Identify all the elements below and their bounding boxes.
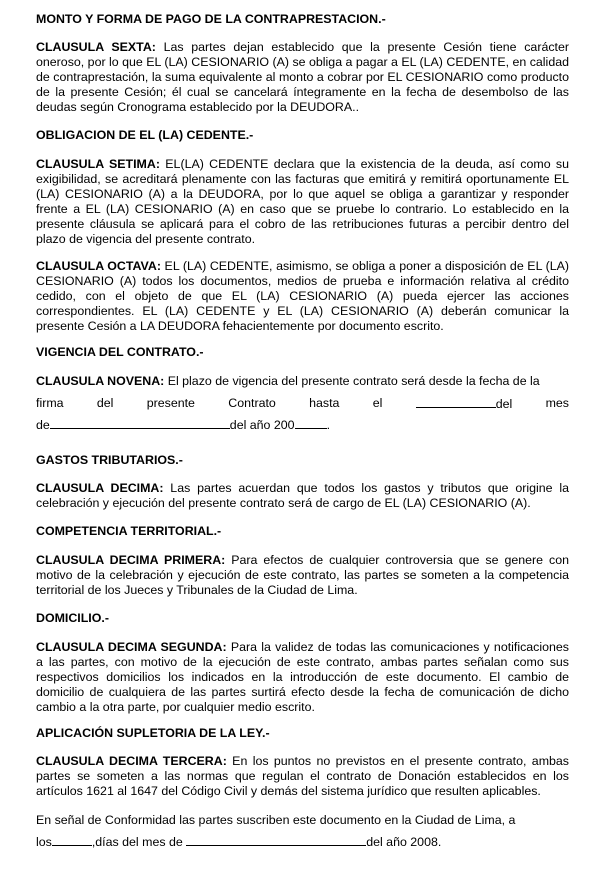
- clause-novena-text: El plazo de vigencia del presente contrato será desde la fecha de la: [164, 374, 540, 388]
- clause-decima-segunda-text: Para la validez de todas las comunicaciones y notificaciones a las partes, con motivo de la ejecución de este contrato, ambas partes señalan como sus respectivos domicilios los indicados en la introducción de este documento. El cambio de domicilio de cualquiera de las partes surtirá efecto desde la fecha de comunicación de dicho cambio a la otra parte, por cualquier medio escrito.: [36, 640, 569, 714]
- clause-novena-date-line: [36, 417, 569, 433]
- heading-domicilio: DOMICILIO.-: [36, 611, 109, 625]
- word-presente: presente: [146, 396, 195, 410]
- clause-octava: [36, 259, 569, 334]
- heading-monto-pago: MONTO Y FORMA DE PAGO DE LA CONTRAPRESTACION.-: [36, 12, 386, 26]
- clause-decima-tercera-label: CLAUSULA DECIMA TERCERA:: [36, 754, 227, 768]
- clause-novena-label: CLAUSULA NOVENA:: [36, 374, 165, 388]
- clause-sexta: [36, 40, 569, 115]
- closing-statement: En señal de Conformidad las partes suscriben este documento en la Ciudad de Lima, a: [36, 813, 516, 827]
- clause-octava-text: EL (LA) CEDENTE, asimismo, se obliga a poner a disposición de EL (LA) CESIONARIO (A) todos los documentos, medios de prueba e información relativa al crédito cedido, con el objeto de que EL (LA) CESIONARIO (A) pueda ejercer las acciones correspondientes. EL (LA) CEDENTE y EL (LA) CESIONARIO (A) deberán comunicar la presente Cesión a LA DEUDORA fehacientemente por documento escrito.: [36, 259, 569, 333]
- blank-closing-month[interactable]: [186, 834, 366, 846]
- blank-day[interactable]: [416, 396, 496, 408]
- heading-vigencia: VIGENCIA DEL CONTRATO.-: [36, 345, 204, 359]
- word-del: del: [96, 396, 114, 410]
- clause-setima-text: EL(LA) CEDENTE declara que la existencia de la deuda, así como su exigibilidad, se acreditará plenamente con las facturas que emitirá y remitirá oportunamente EL (LA) CESIONARIO (A) a la DEUDORA, por lo que aquel se obliga a garantizar y responder frente a EL (LA) CESIONARIO (A) en caso que se pruebe lo contrario. Lo establecido en la presente cláusula se aplicará para el cobro de las retribuciones futuras a percibir dentro del plazo de vigencia del presente contrato.: [36, 157, 569, 246]
- clause-decima-primera-text: Para efectos de cualquier controversia que se genere con motivo de la celebración y ejecución de este contrato, las partes se someten a la competencia territorial de los Jueces y Tribunales de la Ciudad de Lima.: [36, 553, 569, 597]
- clause-sexta-text: Las partes dejan establecido que la presente Cesión tiene carácter oneroso, por lo que EL (LA) CESIONARIO (A) se obliga a pagar a EL (LA) CEDENTE, en calidad de contraprestación, la suma equivalente al monto a cobrar por EL CESIONARIO como producto de la presente Cesión; él cual se cancelará íntegramente en la fecha de desembolso de las deudas según Cronograma establecido por la DEUDORA..: [36, 40, 569, 114]
- clause-octava-label: CLAUSULA OCTAVA:: [36, 259, 161, 273]
- blank-year[interactable]: [295, 417, 327, 429]
- clause-decima-label: CLAUSULA DECIMA:: [36, 481, 164, 495]
- word-del-2: del: [495, 397, 513, 411]
- word-hasta: hasta: [309, 396, 340, 410]
- heading-aplicacion-supletoria: APLICACIÓN SUPLETORIA DE LA LEY.-: [36, 726, 270, 740]
- heading-competencia: COMPETENCIA TERRITORIAL.-: [36, 524, 222, 538]
- word-contrato: Contrato: [228, 396, 276, 410]
- clause-novena-fill-line: [36, 396, 569, 412]
- word-firma: firma: [36, 396, 64, 410]
- clause-decima-tercera: [36, 754, 569, 799]
- word-de: de: [36, 418, 50, 432]
- word-mes: mes: [545, 396, 569, 410]
- word-del-anio: del año 200: [229, 418, 295, 432]
- blank-month[interactable]: [50, 417, 230, 429]
- clause-decima-text: Las partes acuerdan que todos los gastos y tributos que origine la celebración y ejecución del presente contrato será de cargo de EL (LA) CESIONARIO (A).: [36, 481, 569, 510]
- clause-decima-segunda-label: CLAUSULA DECIMA SEGUNDA:: [36, 640, 227, 654]
- clause-decima-primera: [36, 553, 569, 598]
- clause-decima: [36, 481, 569, 511]
- clause-setima-label: CLAUSULA SETIMA:: [36, 157, 160, 171]
- period: .: [326, 418, 331, 432]
- clause-novena: [36, 374, 569, 389]
- blank-days[interactable]: [52, 834, 92, 846]
- word-dias-mes: ,días del mes de: [91, 835, 187, 849]
- closing-date-line: [36, 834, 569, 850]
- clause-decima-segunda: [36, 640, 569, 715]
- clause-decima-primera-label: CLAUSULA DECIMA PRIMERA:: [36, 553, 226, 567]
- heading-gastos: GASTOS TRIBUTARIOS.-: [36, 453, 183, 467]
- clause-sexta-label: CLAUSULA SEXTA:: [36, 40, 156, 54]
- clause-decima-tercera-text: En los puntos no previstos en el presente contrato, ambas partes se someten a las normas que regulan el contrato de Donación establecidos en los artículos 1621 al 1647 del Código Civil y demás del sistema jurídico que resulten aplicables.: [36, 754, 569, 798]
- word-del-anio-2008: del año 2008.: [366, 835, 442, 849]
- clause-setima: [36, 157, 569, 247]
- heading-obligacion-cedente: OBLIGACION DE EL (LA) CEDENTE.-: [36, 128, 254, 142]
- word-el: el: [372, 396, 383, 410]
- word-los: los: [36, 835, 52, 849]
